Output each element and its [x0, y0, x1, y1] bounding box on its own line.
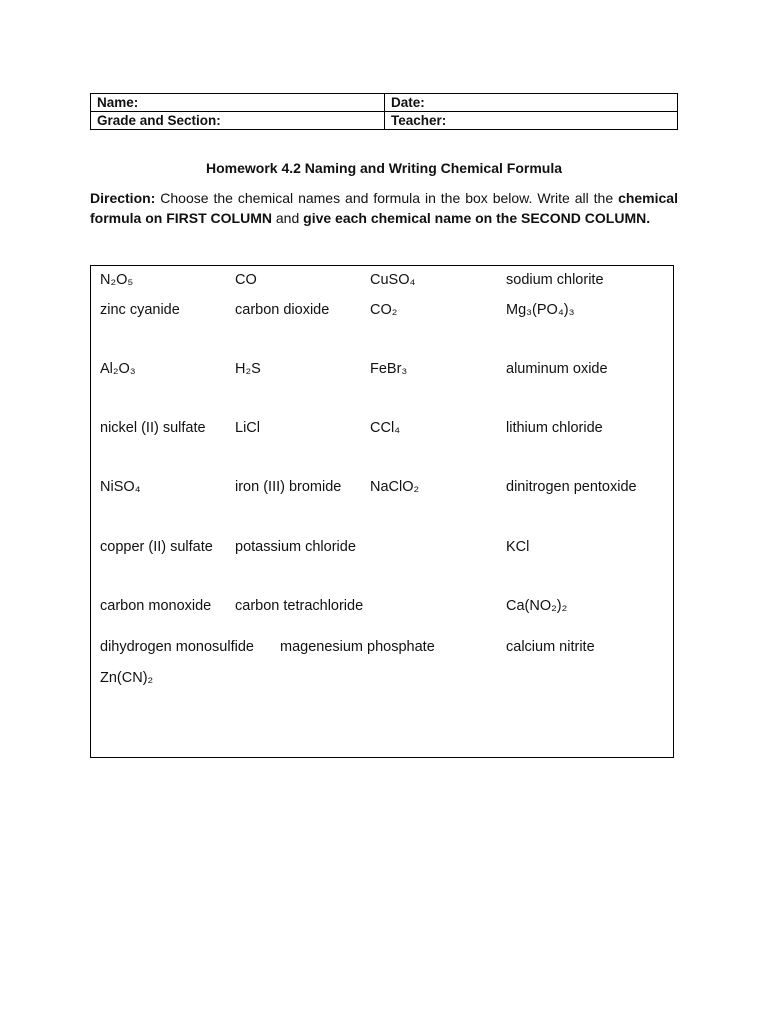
box-item: dinitrogen pentoxide — [506, 479, 637, 495]
name-field[interactable]: Name: — [91, 94, 385, 112]
box-item: carbon monoxide — [100, 598, 212, 614]
direction-paragraph — [90, 188, 678, 228]
grade-section-field[interactable]: Grade and Section: — [91, 112, 385, 130]
box-item: CO — [235, 272, 257, 288]
date-field[interactable]: Date: — [385, 94, 678, 112]
box-item: N₂O₅ — [100, 272, 134, 288]
box-item: iron (III) bromide — [235, 479, 342, 495]
box-item: zinc cyanide — [100, 302, 180, 318]
box-item: potassium chloride — [235, 539, 356, 555]
box-item: dihydrogen monosulfide — [100, 639, 254, 655]
word-box — [90, 265, 674, 758]
box-item: Mg₃(PO₄)₃ — [506, 302, 575, 318]
box-item: Zn(CN)₂ — [100, 670, 154, 686]
teacher-field[interactable]: Teacher: — [385, 112, 678, 130]
box-item: KCl — [506, 539, 530, 555]
page-title: Homework 4.2 Naming and Writing Chemical Formula — [205, 160, 563, 176]
direction-text-2: and — [272, 210, 304, 226]
box-item: CO₂ — [370, 302, 398, 318]
box-item: NaClO₂ — [370, 479, 420, 495]
box-item: H₂S — [235, 361, 261, 377]
box-item: calcium nitrite — [506, 639, 595, 655]
box-item: FeBr₃ — [370, 361, 408, 377]
header-info-table — [90, 93, 678, 130]
box-item: nickel (II) sulfate — [100, 420, 206, 436]
direction-label: Direction: — [90, 190, 156, 206]
box-item: lithium chloride — [506, 420, 603, 436]
box-item: sodium chlorite — [506, 272, 604, 288]
box-item: copper (II) sulfate — [100, 539, 213, 555]
box-item: carbon tetrachloride — [235, 598, 364, 614]
box-item: carbon dioxide — [235, 302, 330, 318]
box-item: aluminum oxide — [506, 361, 608, 377]
box-item: NiSO₄ — [100, 479, 141, 495]
box-item: CCl₄ — [370, 420, 401, 436]
box-item: CuSO₄ — [370, 272, 416, 288]
box-item: Al₂O₃ — [100, 361, 136, 377]
direction-bold-2: give each chemical name on the SECOND COLUMN. — [303, 210, 651, 226]
box-item: magenesium phosphate — [280, 639, 435, 655]
box-item: LiCl — [235, 420, 260, 436]
direction-bold-1: chemical formula on FIRST COLUMN — [90, 190, 678, 226]
direction-text-1: Choose the chemical names and formula in the box below. Write all the — [155, 190, 619, 206]
box-item: Ca(NO₂)₂ — [506, 598, 568, 614]
